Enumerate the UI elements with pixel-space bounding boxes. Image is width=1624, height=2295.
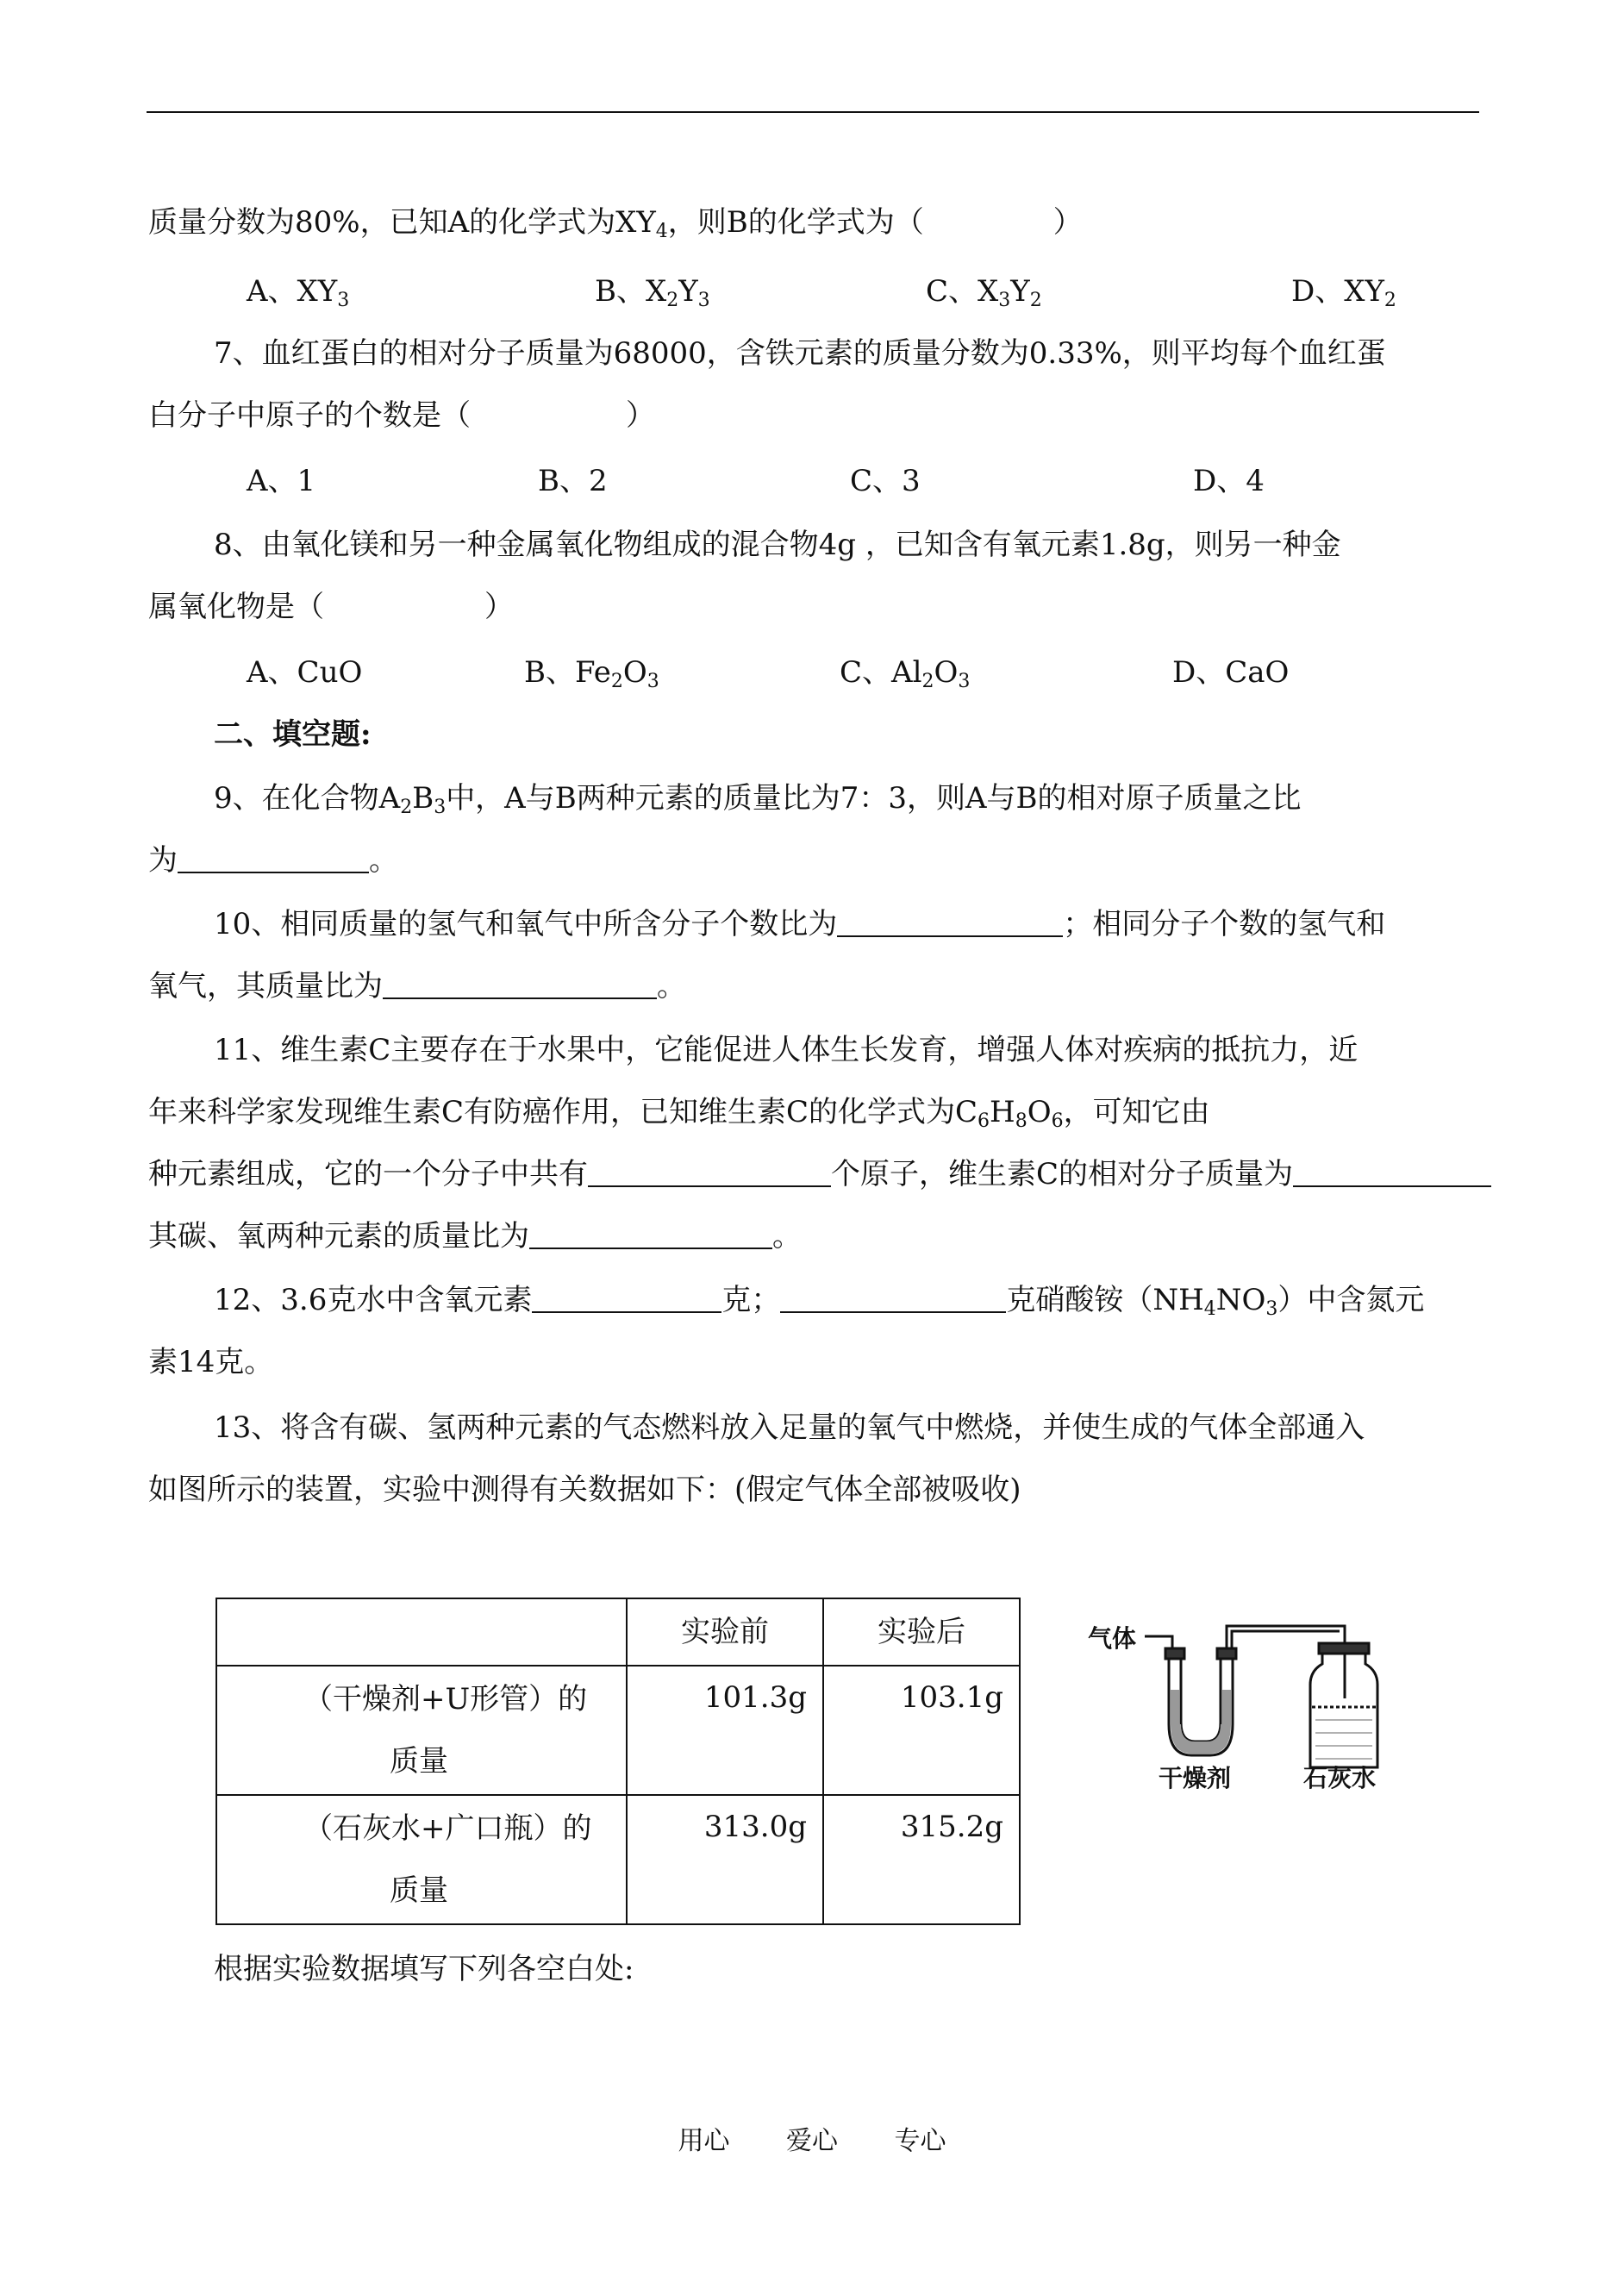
table-corner-cell (216, 1598, 627, 1666)
footer-word-2: 爱心 (786, 2126, 838, 2156)
q11-line2: 年来科学家发现维生素C有防癌作用，已知维生素C的化学式为$C_6H_8O_6$，可知它由 (148, 1095, 1210, 1132)
gas-label: 气体 (1088, 1624, 1137, 1653)
row1-before: 101.3g (627, 1666, 823, 1795)
q8-option-c: C、$Al_2O_3$ (840, 655, 971, 692)
q9-line2: 为 。 (148, 843, 398, 878)
q7-line1: 7、血红蛋白的相对分子质量为68000，含铁元素的质量分数为0.33%，则平均每个血红蛋 (214, 336, 1386, 371)
limewater-label: 石灰水 (1303, 1764, 1377, 1792)
table-row (216, 1795, 1020, 1924)
q6-option-d: D、$XY_2$ (1291, 274, 1396, 311)
q6-option-b: B、$X_2Y_3$ (595, 274, 710, 311)
q7-option-c: C、3 (850, 464, 921, 498)
desiccant-label: 干燥剂 (1159, 1764, 1232, 1792)
q9-line1: 9、在化合物$A_2B_3$中，A与B两种元素的质量比为7：3，则A与B的相对原子质量之比 (214, 781, 1302, 818)
footer-word-1: 用心 (678, 2126, 730, 2156)
row1-label-line2: 质量 (390, 1744, 448, 1779)
q9-answer-blank[interactable] (178, 846, 369, 873)
row2-label-line1: （石灰水+广口瓶）的 (303, 1811, 592, 1846)
q8-line1: 8、由氧化镁和另一种金属氧化物组成的混合物4g ，已知含有氧元素1.8g，则另一种金 (214, 528, 1341, 562)
header-rule (147, 111, 1479, 113)
section-heading: 二、填空题: (214, 717, 372, 752)
footer-word-3: 专心 (894, 2126, 946, 2156)
row1-after: 103.1g (823, 1666, 1020, 1795)
q12-line1: 12、3.6克水中含氧元素 克； 克硝酸铵$(NH_4NO_3)$中含氮元 (214, 1283, 1425, 1320)
q12-answer-blank-1[interactable] (532, 1285, 721, 1313)
q11-answer-blank-ratio[interactable] (529, 1222, 772, 1249)
q11-line1: 11、维生素C主要存在于水果中，它能促进人体生长发育，增强人体对疾病的抵抗力，近 (214, 1033, 1359, 1067)
connecting-tube (1227, 1626, 1345, 1698)
closing-instruction: 根据实验数据填写下列各空白处: (214, 1952, 634, 1986)
q7-option-b: B、2 (538, 464, 608, 498)
q11-answer-blank-mass[interactable] (1293, 1160, 1491, 1187)
row1-label-line1: （干燥剂+U形管）的 (303, 1682, 588, 1717)
q10-line2: 氧气，其质量比为 。 (148, 969, 686, 1004)
q11-line4: 其碳、氧两种元素的质量比为 。 (148, 1219, 802, 1254)
page-footer (0, 2119, 1624, 2157)
q8-line2: 属氧化物是（ ） (148, 590, 514, 624)
table-header-after: 实验后 (823, 1598, 1020, 1666)
table-row (216, 1666, 1020, 1795)
q13-line1: 13、将含有碳、氢两种元素的气态燃料放入足量的氧气中燃烧，并使生成的气体全部通入 (214, 1410, 1365, 1445)
q8-option-d: D、CaO (1172, 655, 1290, 690)
q7-option-a: A、1 (247, 464, 316, 498)
q11-line3: 种元素组成，它的一个分子中共有 个原子，维生素C的相对分子质量为 (148, 1157, 1491, 1191)
q8-option-b: B、$Fe_2O_3$ (524, 655, 659, 692)
q8-option-a: A、CuO (247, 655, 363, 690)
q12-line2: 素14克。 (148, 1345, 274, 1379)
q6-option-c: C、$X_3Y_2$ (926, 274, 1042, 311)
q11-answer-blank-atoms[interactable] (588, 1160, 831, 1187)
q13-line2: 如图所示的装置，实验中测得有关数据如下：(假定气体全部被吸收) (148, 1473, 1021, 1507)
q6-option-a: A、$XY_3$ (247, 274, 350, 311)
row2-before: 313.0g (627, 1795, 823, 1924)
table-header-before: 实验前 (627, 1598, 823, 1666)
q10-line1: 10、相同质量的氢气和氧气中所含分子个数比为 ；相同分子个数的氢气和 (214, 907, 1386, 941)
q7-line2: 白分子中原子的个数是（ ） (148, 398, 655, 433)
row2-after: 315.2g (823, 1795, 1020, 1924)
q10-answer-blank-1[interactable] (837, 910, 1063, 937)
q12-answer-blank-2[interactable] (780, 1285, 1006, 1313)
q7-option-d: D、4 (1193, 464, 1265, 498)
apparatus-diagram (1086, 1595, 1414, 1793)
row2-label-line2: 质量 (390, 1873, 448, 1908)
q10-answer-blank-2[interactable] (383, 972, 657, 999)
experiment-table (215, 1598, 1021, 1925)
q6-stem: 质量分数为80%，已知A的化学式为$XY_4$，则B的化学式为（ ） (148, 205, 1083, 242)
